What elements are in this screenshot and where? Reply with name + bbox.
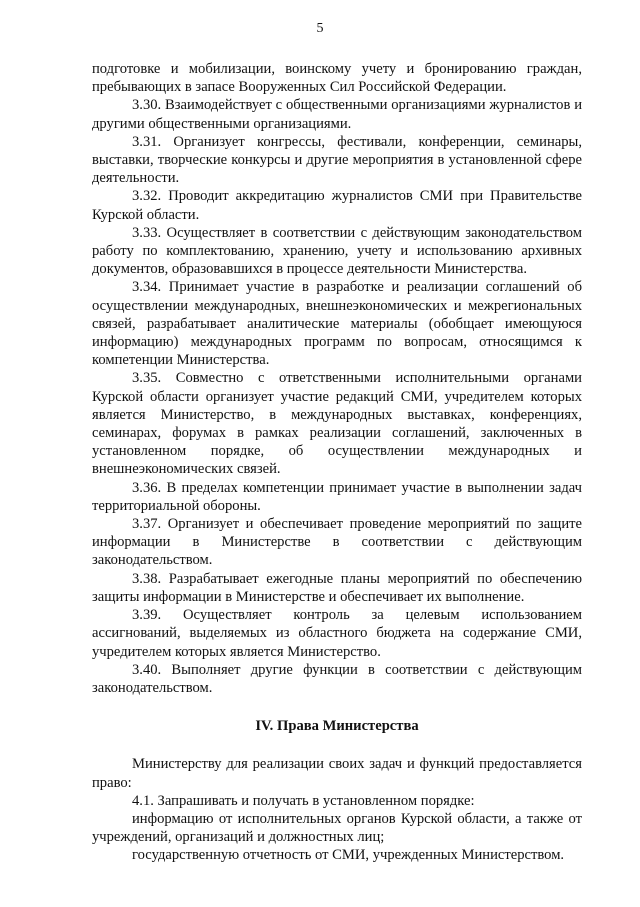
clause-3-37: 3.37. Организует и обеспечивает проведение мероприятий по защите информации в Министерстве в соответствии с действующим законодательством. [92,516,582,569]
rights-intro: Министерству для реализации своих задач и функций предоставляется право: [92,756,582,791]
clause-4-1-item-1: информацию от исполнительных органов Курской области, а также от учреждений, организаций и должностных лиц; [92,810,582,846]
clause-3-35: 3.35. Совместно с ответственными исполнительными органами Курской области организует участие редакций СМИ, учредителем которых является Министерство, в международных выставках, конференциях, семинарах, форумах в рамках реализации соглашений, заключенных в установленном порядке, об осуществлении международных и внешнеэкономических связей. [92,370,582,478]
clause-4-1-item-2: государственную отчетность от СМИ, учрежденных Министерством. [132,847,565,864]
clause-3-31: 3.31. Организует конгрессы, фестивали, конференции, семинары, выставки, творческие конкурсы и другие мероприятия в установленной сфере деятельности. [92,133,582,187]
page-number: 5 [316,21,324,36]
clause-3-38: 3.38. Разрабатывает ежегодные планы мероприятий по обеспечению защиты информации в Министерстве и обеспечивает их выполнение. [92,570,582,605]
clause-3-33: 3.33. Осуществляет в соответствии с действующим законодательством работу по комплектованию, хранению, учету и использованию архивных документов, образовавшихся в процессе деятельности Министерства. [92,224,582,278]
clause-4-1: 4.1. Запрашивать и получать в установленном порядке: [132,792,475,809]
clause-3-32: 3.32. Проводит аккредитацию журналистов СМИ при Правительстве Курской области. [92,188,582,223]
clause-3-40: 3.40. Выполняет другие функции в соответствии с действующим законодательством. [92,661,582,696]
document-body [92,60,582,865]
clause-3-39: 3.39. Осуществляет контроль за целевым использованием ассигнований, выделяемых из областного бюджета на содержание СМИ, учредителем которых является Министерство. [92,607,582,660]
paragraph-continuation: подготовке и мобилизации, воинскому учету и бронированию граждан, пребывающих в запасе Вооруженных Сил Российской Федерации. [92,61,582,96]
section-heading: IV. Права Министерства [255,718,419,735]
clause-3-36: 3.36. В пределах компетенции принимает участие в выполнении задач территориальной обороны. [92,479,582,514]
clause-3-34: 3.34. Принимает участие в разработке и реализации соглашений об осуществлении международных, внешнеэкономических и межрегиональных связей, разрабатывает аналитические материалы (обобщает имеющуюся информацию) международных программ по вопросам, относящимся к компетенции Министерства. [92,279,582,369]
clause-3-30: 3.30. Взаимодействует с общественными организациями журналистов и другими общественными организациями. [92,97,582,132]
